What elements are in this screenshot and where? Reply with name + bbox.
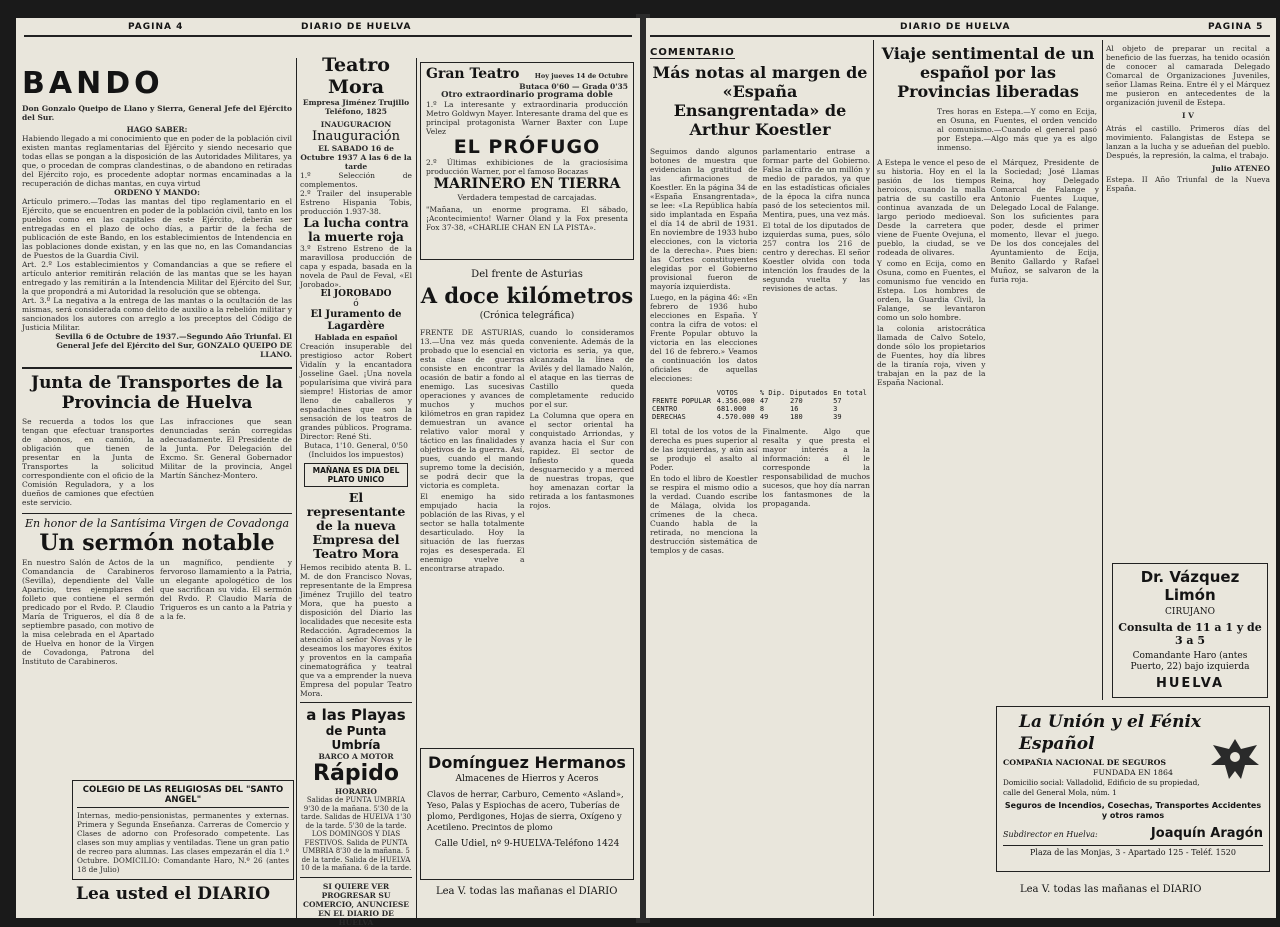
left-folio: PAGINA 4 [128, 22, 184, 32]
junta-title: Junta de Transportes de la Provincia de Huelva [31, 373, 283, 413]
inauguracion-fecha: EL SABADO 16 de Octubre 1937 A las 6 de la tarde [300, 144, 412, 171]
table-cell: 8 [759, 405, 765, 413]
column-rule [296, 58, 297, 918]
header-rule [24, 35, 632, 37]
table-cell: 57 [833, 397, 842, 405]
union-fenix-ad [996, 706, 1270, 872]
bando-body-2: Artículo primero.—Todas las mantas del tipo reglamentario en el Ejército, que se encuentren en poder de la población civil, tanto en los pueblos como en las capitales de este Ejército, deberán ser entregadas en el plazo de ocho días, a partir de la fecha de publicación de este Bando, en los establecimientos de Intendencia en las poblaciones donde existan, y en las que no, en las Comandancias de Puestos de la Guardia Civil. [22, 197, 292, 260]
divider [22, 513, 292, 514]
votes-header-cell: Diputados [790, 389, 828, 397]
dominguez-title: Domínguez Hermanos [428, 753, 626, 772]
table-cell: 180 [790, 413, 803, 421]
gran-teatro-body-3: "Mañana, un enorme programa. El sábado, ¡Acontecimiento! Warner Oland y la Fox presenta Fox 37-38, «CHARLIE CHAN EN LA PISTA». [426, 205, 628, 232]
marinero-title: MARINERO EN TIERRA [433, 176, 621, 192]
table-cell: 39 [833, 413, 842, 421]
vazquez-ad [1112, 563, 1268, 698]
asturias-article [420, 264, 634, 744]
table-cell: 4.356.000 [716, 397, 755, 405]
plato-unico-box: MAÑANA ES DIA DEL PLATO UNICO [304, 463, 408, 487]
right-page [646, 18, 1276, 918]
hablada: Hablada en español [314, 333, 398, 342]
dominguez-subtitle: Almacenes de Hierros y Aceros [455, 774, 599, 784]
left-header: DIARIO DE HUELVA [301, 22, 412, 32]
teatro-mora-empresa: Empresa Jiménez Trujillo [302, 98, 410, 107]
koestler-article [650, 40, 870, 916]
votes-header-cell: VOTOS [716, 389, 738, 397]
gran-teatro-programa: Otro extraordinario programa doble [441, 90, 613, 100]
table-cell: 3 [833, 405, 838, 413]
teatro-mora-telefono: Teléfono, 1825 [325, 107, 387, 116]
koestler-title: Más notas al margen de «España Ensangrentada» de Arthur Koestler [652, 63, 868, 139]
viaje-body-f: Al objeto de preparar un recital a beneficio de las fuerzas, ha tenido ocasión de conocer al camarada Delegado Comarcal de Organizaciones Juveniles, señor Llamas Reina. Entre él y el Márquez me pusieron en antecedentes de la organización juvenil de Estepa. [1106, 44, 1270, 107]
asturias-subtitle: (Crónica telegráfica) [479, 311, 575, 321]
votes-header-cell [650, 389, 715, 397]
table-cell: FRENTE POPULAR [652, 397, 712, 405]
teatro-item-3: 3.º Estreno Estreno de la maravillosa producción de capa y espada, basada en la novela de Paul de Feval, «El Jorobado». [300, 244, 412, 289]
playas-line-2: de Punta Umbría [325, 724, 387, 752]
colegio-title: COLEGIO DE LAS RELIGIOSAS DEL "SANTO ANGEL" [77, 785, 289, 808]
jorobado-o: ó [353, 299, 359, 309]
divider [300, 702, 412, 703]
divider [300, 877, 412, 878]
union-subdirector-label: Subdirector en Huelva: [1003, 830, 1098, 839]
koestler-body-a: Seguimos dando algunos botones de muestra que evidencian la gratitud de las afirmaciones de Koestler. En la página 34 de «España Ensangrentada», se lee: «La República había sido implantada en España el día 14 de abril de 1931. En noviembre de 1933 hubo elecciones, con la victoria de la derecha». Pues bien: las Cortes constituyentes elegidas por el Gobierno provisional fueron de mayoría izquierdista. [650, 147, 758, 291]
union-title: La Unión y el Fénix Español [1019, 712, 1202, 754]
section-mark: I V [1182, 111, 1194, 120]
table-row [650, 413, 870, 421]
koestler-body-d: El total de los diputados de izquierdas suma, pues, sólo 257 contra los 216 de centro y derechas. El señor Koestler olvida con toda intención los fraudes de la segunda vuelta y las revisiones de actas. [762, 221, 870, 293]
dominguez-body: Clavos de herrar, Carburo, Cemento «Asland», Yeso, Palas y Espiochas de acero, Tuberías de plomo, Perdigones, Hojas de sierra, Oxígeno y Acetileno. Precintos de plomo [427, 789, 624, 832]
viaje-body-b: A Estepa le vence el peso de su historia. Hoy en el la pasión de los tiempos heroicos, cuando la malla patria de su castillo era continua avanzada de un largo periodo medioeval. Desde la carretera que viene de Fuente Ovejuna, el pueblo, la ciudad, se ve rodeada de olivares. [877, 158, 986, 257]
divider [22, 367, 292, 369]
koestler-body-b: parlamentario entrase a formar parte del Gobierno. Falsa la cifra de un millón y medio de parados, ya que en las estadísticas oficiales de la época la cifra nunca pasó de los setecientos mil. Mentira, pues, una vez más. [762, 147, 870, 219]
union-company: COMPAÑIA NACIONAL DE SEGUROS [1003, 758, 1167, 767]
asturias-kicker: Del frente de Asturias [471, 269, 583, 280]
viaje-title: Viaje sentimental de un español por las Provincias liberadas [881, 44, 1095, 101]
votes-table [650, 389, 870, 421]
teatro-precios: Butaca, 1'10. General, 0'50 (Incluidos los impuestos) [304, 441, 408, 459]
viaje-signature-pre: Estepa. II Año Triunfal de la Nueva España. [1106, 175, 1270, 193]
table-cell: CENTRO [652, 405, 678, 413]
left-footer-2: Lea V. todas las mañanas el DIARIO [436, 886, 618, 897]
gran-teatro-precios: Butaca 0'60 — Grada 0'35 [519, 82, 628, 91]
inauguracion-title: Inauguración [312, 129, 400, 144]
comentario-label: COMENTARIO [650, 47, 735, 58]
dominguez-ad [420, 748, 634, 880]
sermon-body-a: En nuestro Salón de Actos de la Comandancia de Carabineros (Sevilla), dependiente del Valle Aparicio, tres ejemplares del folleto que contiene el sermón predicado por el Rvdo. P. Claudio María de Trigueros, el día 8 de septiembre pasado, con motivo de la misa celebrada en el Apartado de Huelva en honor de la Virgen de Covadonga, Patrona del Instituto de Carabineros. [22, 558, 154, 666]
bando-signature: Sevilla 6 de Octubre de 1937.—Segundo Año Triunfal. El General Jefe del Ejército del Sur, GONZALO QUEIPO DE LLANO. [55, 332, 292, 359]
asturias-title: A doce kilómetros [420, 283, 634, 308]
table-cell: 681.000 [716, 405, 747, 413]
colegio-ad [72, 780, 294, 880]
column-rule [873, 40, 874, 916]
votes-header-cell: En total [833, 389, 867, 397]
left-column-2 [300, 42, 412, 927]
sermon-title: Un sermón notable [39, 530, 275, 556]
sermon-kicker: En honor de la Santísima Virgen de Covadonga [24, 517, 290, 530]
koestler-body-e: El total de los votos de la derecha es pues superior al de las izquierdas, y aún así se produjo el asalto al Poder. [650, 427, 758, 472]
votes-header-cell: % Dip. [759, 389, 786, 397]
teatro-body: Creación insuperable del prestigioso actor Robert Vidalín y la encantadora Josseline Gael. ¡Una novela popularísima que vivirá para siempre! Historias de amor lleno de caballeros y espadachines que son la sensación de los teatros de grandes públicos. Programa. Director: René Sti. [300, 342, 412, 441]
table-cell: 4.570.000 [716, 413, 755, 421]
table-cell: 47 [759, 397, 769, 405]
viaje-continued [1106, 44, 1270, 454]
bando-body-4: Art. 3.º La negativa a la entrega de las mantas o la ocultación de las mismas, será considerada como delito de auxilio a la rebelión militar y sancionados los autores con arreglo a los preceptos del Código de Justicia Militar. [22, 296, 292, 332]
teatro-item-2: 2.º Trailer del insuperable Estreno Hispania Tobis, producción 1.937-38. [300, 189, 412, 216]
playas-line-3: BARCO A MOTOR [318, 752, 394, 761]
teatro-mora-title: Teatro Mora [322, 54, 390, 98]
profugo-title: EL PRÓFUGO [453, 136, 601, 158]
right-folio: PAGINA 5 [1208, 22, 1264, 32]
vendaval: Verdadera tempestad de carcajadas. [457, 193, 597, 202]
table-cell: 49 [759, 413, 769, 421]
viaje-body-d: Y como en Ecija, como en Osuna, como en Fuentes, el comunismo fue vencido en Estepa. Los hombres de orden, la Guardia Civil, la Falange, se levantaron como un solo hombre. [877, 259, 986, 322]
column-rule [1102, 40, 1103, 700]
bando-subtitle: Don Gonzalo Queipo de Llano y Sierra, General Jefe del Ejército del Sur. [22, 104, 292, 122]
union-subdirector: Joaquín Aragón [1150, 826, 1263, 841]
asturias-body-b: cuando lo consideramos conveniente. Además de la victoria es seria, ya que, alcanzada la línea de Avilés y del llamado Nalón, el ataque en las tierras de Castillo queda completamente reducido por el sur. [529, 328, 634, 409]
viaje-body-g: Atrás el castillo. Primeros días del movimiento. Falangistas de Estepa se lanzan a la lucha y se adueñan del pueblo. Después, la represión, la calma, el trabajo. [1106, 124, 1270, 160]
viaje-signature: Julio ATENEO [1211, 164, 1270, 173]
koestler-body-c: Luego, en la página 46: «En febrero de 1936 hubo elecciones en España. Y contra la cifra de votos: el Frente Popular obtuvo la victoria en las elecciones del 16 de febrero.» Veamos a continuación los datos oficiales de aquellas elecciones: [650, 293, 758, 383]
representante-body: Hemos recibido atenta B. L. M. de don Francisco Novas, representante de la Empresa Jiménez Trujillo del teatro Mora, que ha puesto a disposición del Diario las localidades que necesite esta Redacción. Agradecemos la atención al señor Novas y le deseamos los mayores éxitos y proventos en la campaña cinematográfica y teatral que va a emprender la nueva Empresa del popular Teatro Mora. [300, 563, 412, 698]
viaje-body-e: la colonia aristocrática llamada de Calvo Sotelo, donde sólo los propietarios de Fuentes, hoy día libres de la tiranía roja, viven y trabajan en la paz de la España Nacional. [877, 324, 986, 387]
bando-title: BANDO [22, 66, 164, 101]
vazquez-city: HUELVA [1155, 676, 1225, 691]
union-address: Plaza de las Monjas, 3 - Apartado 125 - Teléf. 1520 [1003, 845, 1263, 858]
rapido-title: Rápido [313, 761, 399, 786]
dominguez-address: Calle Udiel, nº 9-HUELVA-Teléfono 1424 [434, 839, 620, 849]
teatro-item-1: 1.º Selección de complementos. [300, 171, 412, 189]
gran-teatro-body-2: 2.º Últimas exhibiciones de la graciosísima producción Warner, por el famoso Bocazas [426, 158, 628, 176]
lucha-title: La lucha contra la muerte roja [303, 216, 409, 244]
header-rule [650, 35, 1270, 37]
table-row [650, 397, 870, 405]
bando-hago-saber: HAGO SABER: [126, 125, 188, 134]
table-cell: DERECHAS [652, 413, 686, 421]
vazquez-role: CIRUJANO [1165, 607, 1215, 617]
column-rule [416, 58, 417, 918]
asturias-body-a: FRENTE DE ASTURIAS, 13.—Una vez más queda probado que lo esencial en esta clase de guerras consiste en encontrar la ocasión de batir a fondo al enemigo. Las sucesivas operaciones y avances de muchos y muchos kilómetros en gran rapidez demuestran un avance relativo valor moral y táctico en las finalidades y objetivos de la guerra. Así, pues, cuando el mando supremo tome la decisión, se podrá decir que la victoria es completa. [420, 328, 525, 490]
right-header: DIARIO DE HUELVA [900, 22, 1011, 32]
playas-line-1: a las Playas [306, 706, 406, 724]
anuncie-text: SI QUIERE VER PROGRESAR SU COMERCIO, ANUNCIESE EN EL DIARIO DE HUELVA [303, 881, 409, 927]
viaje-body-c: el Márquez, Presidente de la Sociedad; José Llamas Reina, hoy Delegado Comarcal de Falange y Antonio Fuentes Luque, Delegado Local de Falange. Son los suficientes para poder, desde el primer momento, llevar el juego. De los dos concejales del Ayuntamiento de Ecija, Benito Gallardo y Rafael Muñoz, se salvaron de la furia roja. [990, 158, 1099, 284]
playas-body: Salidas de PUNTA UMBRIA 9'30 de la mañana. 5'30 de la tarde. Salidas de HUELVA 1'30 de la tarde. 5'30 de la tarde. LOS DOMINGOS Y DIAS FESTIVOS. Salida de PUNTA UMBRIA 8'30 de la mañana. 5 de la tarde. Salida de HUELVA 10 de la mañana. 6 de la tarde. [300, 796, 412, 872]
eagle-emblem-icon [1207, 735, 1263, 783]
bando-body-1: Habiendo llegado a mi conocimiento que en poder de la población civil existen mantas reglamentarias del Ejército y siendo necesario que todas ellas se pongan a la disposición de las Autoridades Militares, ya que, o procedan de compras clandestinas, o de abandono en retiradas del Ejército rojo, es procedente adoptar normas encaminadas a la recuperación de dichas mantas, en cuya virtud [22, 134, 292, 188]
horario: HORARIO [335, 787, 377, 796]
votes-header-row [650, 389, 870, 397]
gran-teatro-ad [420, 62, 634, 260]
right-footer: Lea V. todas las mañanas el DIARIO [1020, 884, 1202, 895]
left-footer: Lea usted el DIARIO [76, 884, 271, 904]
representante-title: El representante de la nueva Empresa del Teatro Mora [306, 490, 406, 561]
koestler-body-g: Finalmente. Algo que resalta y que presta el mayor interés a la información: a él le corresponde la responsabilidad de muchos sucesos, que hoy día narran los fantasmones de la propaganda. [762, 427, 870, 508]
vazquez-address: Comandante Haro (antes Puerto, 22) bajo izquierda [1130, 651, 1250, 672]
asturias-body-d: La Columna que opera en el sector oriental ha conquistado Arriondas, y avanza hacia el Sur con rapidez. El sector de Infiesto queda desguarnecido y a merced de nuestras tropas, que hoy amenazan cortar la retirada a los fantasmones rojos. [529, 411, 634, 510]
table-row [650, 405, 870, 413]
jorobado-title: El JOROBADO [320, 289, 392, 299]
asturias-body-c: El enemigo ha sido empujado hacia la población de las Rivas, y el sector se halla totalmente desarticulado. Hoy la situación de las fuerzas rojas es desesperada. El enemigo vuelve a encontrarse atrapado. [420, 492, 525, 573]
koestler-body-f: En todo el libro de Koestler se respira el mismo odio a la verdad. Cuando escribe de Málaga, olvida los crímenes de la checa. Cuando habla de la retirada, no menciona la destrucción sistemática de templos y de casas. [650, 474, 758, 555]
sermon-body-b: un magnífico, pendiente y fervoroso llamamiento a la Patria, un elegante apologético de los que sacrifican su vida. El sermón del Rvdo. P. Claudio María de Trigueros es un canto a la Patria y a la fe. [160, 558, 292, 621]
bando-body-3: Art. 2.º Los establecimientos y Comandancias a que se refiere el artículo anterior remitirán relación de las mantas que se les hayan entregado y las remitirán a la Intendencia Militar del Ejército del Sur, la que propondrá a mi Autoridad la resolución que se obtenga. [22, 260, 292, 296]
bando-ordeno: ORDENO Y MANDO: [114, 188, 200, 197]
table-cell: 270 [790, 397, 803, 405]
union-founded: FUNDADA EN 1864 [1093, 768, 1173, 777]
colegio-body: Internas, medio-pensionistas, permanentes y externas. Primera y Segunda Enseñanza. Carreras de Comercio y Clases de adorno con Profesorado competente. Las clases son muy amplias y ventiladas. Tiene un gran patio de recreo para alumnas. Las clases empezarán el día 1.º Octubre. DOMICILIO: Comandante Haro, N.º 26 (antes 18 de Julio) [77, 811, 289, 874]
junta-body-a: Se recuerda a todos los que tengan que efectuar transportes de abonos, en camión, la obligación que tienen de presentar en la Junta de Transportes la solicitud correspondiente con el oficio de la Comisión Reguladora, y a los dueños de camiones que efectúen este servicio. [22, 417, 154, 507]
junta-body-b: Las infracciones que sean denunciadas serán corregidas adecuadamente. El Presidente de la Junta. Por Delegación del Excmo. Sr. General Gobernador Militar de la provincia, Angel Martín Sánchez-Montero. [160, 417, 292, 480]
vazquez-hours: Consulta de 11 a 1 y de 3 a 5 [1118, 621, 1262, 647]
juramento-title: El Juramento de Lagardère [310, 309, 402, 332]
gran-teatro-fecha: Hoy jueves 14 de Octubre [534, 72, 628, 80]
table-cell: 16 [790, 405, 799, 413]
inauguracion-kicker: INAUGURACION [320, 120, 392, 129]
gran-teatro-body-1: 1.º La interesante y extraordinaria producción Metro Goldwyn Mayer. Interesante drama del que es principal protagonista Warner Baxter con Lupe Velez [426, 100, 628, 136]
gran-teatro-title: Gran Teatro [426, 66, 520, 82]
vazquez-name: Dr. Vázquez Limón [1140, 568, 1240, 604]
union-seguros: Seguros de Incendios, Cosechas, Transportes Accidentes y otros ramos [1004, 801, 1262, 820]
left-page [16, 18, 640, 927]
union-domicilio: Domicilio social: Valladolid, Edificio de su propiedad, calle del General Mola, núm. 1 [1003, 778, 1200, 797]
viaje-body-a: Tres horas en Estepa.—Y como en Ecija, en Osuna, en Fuentes, el orden vencido al comunismo.—Cuando el general pasó por Estepa.—Algo más que ya es algo inmenso. [937, 107, 1097, 152]
